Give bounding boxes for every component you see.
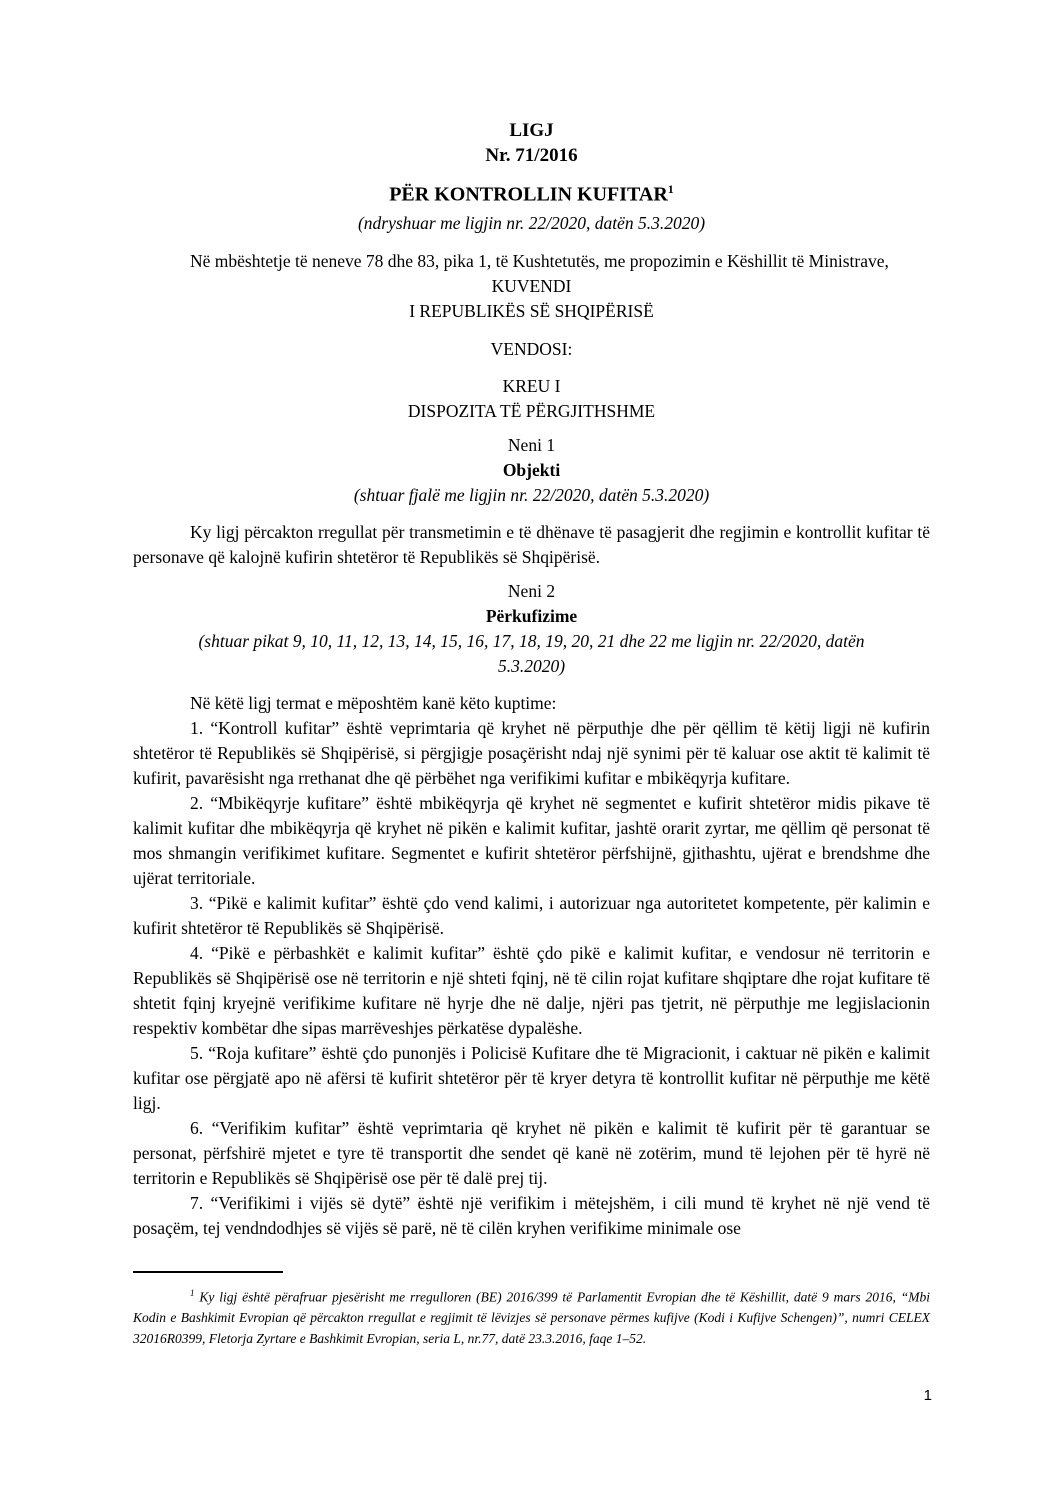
doc-type-heading: LIGJ [509, 120, 554, 141]
footnote-separator-rule [133, 1271, 283, 1273]
article-paragraph: 1. “Kontroll kufitar” është veprimtaria që kryhet në përputhje dhe për qëllim të këtij ligji në kufirin shtetëror të Republikës së Shqipërisë, si përgjigje posaçërisht ndaj një synimi për të kaluar ose aktit të kalimit të kufirit, pavarësisht nga rrethanat dhe që përbëhet nga verifikimi kufitar e mbikëqyrja kufitare. [133, 717, 930, 788]
footnote-text [133, 1283, 930, 1350]
article-2-number: Neni 2 [507, 580, 556, 601]
article-paragraph: 7. “Verifikimi i vijës së dytë” është një verifikim i mëtejshëm, i cili mund të kryhet në një vend të posaçëm, tej vendndodhjes së vijës së parë, në të cilën kryhen verifikime minimale ose [133, 1192, 930, 1238]
article-1-body [133, 520, 930, 570]
law-subject-title [133, 177, 930, 208]
law-subject-text: PËR KONTROLLIN KUFITAR [389, 183, 668, 206]
article-paragraph: 2. “Mbikëqyrje kufitare” është mbikëqyrja që kryhet në segmentet e kufirit shtetëror midis pikave të kalimit kufitar dhe mbikëqyrja që kryhet në pikën e kalimit kufitar, jashtë orarit zyrtar, me qëllim që personat të mos shmangin verifikimet kufitare. Segmentet e kufirit shtetëror përfshijnë, gjithashtu, ujërat e brendshme dhe ujërat territoriale. [133, 792, 930, 888]
article-2-body [133, 691, 930, 1241]
article-1-number: Neni 1 [507, 434, 556, 455]
chapter-heading [133, 374, 930, 424]
article-1 [133, 433, 930, 570]
article-2-title: Përkufizime [485, 605, 578, 626]
article-paragraph: 6. “Verifikim kufitar” është veprimtaria që kryhet në pikën e kalimit të kufirit për të garantuar se personat, përfshirë mjetet e tyre të transportit dhe sendet që kanë në zotërim, mund të lejohen për të hyrë në territorin e Republikës së Shqipërisë ose për të dalë prej tij. [133, 1117, 930, 1188]
footnote-body: Ky ligj është përafruar pjesërisht me rregulloren (BE) 2016/399 të Parlamentit Evropian dhe të Këshillit, datë 9 mars 2016, “Mbi Kodin e Bashkimit Evropian që përcakton rregullat e regjimit të lëvizjes së personave përmes kufijve (Kodi i Kufijve Schengen)”, numri CELEX 32016R0399, Fletorja Zyrtare e Bashkimit Evropian, seria L, nr.77, datë 23.3.2016, faqe 1–52. [133, 1289, 930, 1347]
article-paragraph: 3. “Pikë e kalimit kufitar” është çdo vend kalimi, i autorizuar nga autoritetet kompetente, për kalimin e kufirit shtetëror të Republikës së Shqipërisë. [133, 892, 930, 938]
page-number: 1 [923, 1387, 932, 1404]
article-paragraph: Ky ligj përcakton rregullat për transmetimin e të dhënave të pasagjerit dhe regjimin e kontrollit kufitar të personave që kalojnë kufirin shtetëror të Republikës së Shqipërisë. [133, 521, 930, 567]
article-paragraph: Në këtë ligj termat e mëposhtëm kanë këto kuptime: [190, 692, 557, 713]
amendment-note: (ndryshuar me ligjin nr. 22/2020, datën 5.3.2020) [357, 212, 706, 233]
assembly-name-line2: I REPUBLIKËS SË SHQIPËRISË [409, 300, 654, 321]
article-paragraph: 5. “Roja kufitare” është çdo punonjës i Policisë Kufitare dhe të Migracionit, i caktuar në pikën e kalimit kufitar ose përgjatë apo në afërsi të kufirit shtetëror për të kryer detyra të kontrollit kufitar në përputhje me këtë ligj. [133, 1042, 930, 1113]
decision-word: VENDOSI: [490, 338, 573, 359]
article-2-header [133, 579, 930, 679]
footnote-marker: 1 [190, 1287, 195, 1298]
preamble-paragraph: Në mbështetje të neneve 78 dhe 83, pika 1, të Kushtetutës, me propozimin e Këshillit të Ministrave, [190, 250, 889, 271]
article-paragraph: 4. “Pikë e përbashkët e kalimit kufitar” është çdo pikë e kalimit kufitar, e vendosur në territorin e Republikës së Shqipërisë ose në territorin e një shteti fqinj, në të cilin rojat kufitare shqiptare dhe rojat kufitare të shtetit fqinj kryejnë verifikime kufitare në hyrje dhe në dalje, njëri pas tjetrit, në përputhje me legjislacionin respektiv kombëtar dhe sipas marrëveshjes përkatëse dypalëshe. [133, 942, 930, 1038]
article-2-note: (shtuar pikat 9, 10, 11, 12, 13, 14, 15, 16, 17, 18, 19, 20, 21 dhe 22 me ligjin nr. 22/2020, datën 5.3.2020) [198, 630, 865, 676]
chapter-title: DISPOZITA TË PËRGJITHSHME [407, 400, 656, 421]
article-1-title: Objekti [502, 459, 561, 480]
chapter-number: KREU I [502, 375, 561, 396]
footnote-reference-marker: 1 [667, 182, 674, 196]
doc-number-heading: Nr. 71/2016 [485, 145, 578, 166]
article-1-header [133, 433, 930, 508]
article-1-note: (shtuar fjalë me ligjin nr. 22/2020, datën 5.3.2020) [353, 484, 710, 505]
assembly-name-line1: KUVENDI [491, 275, 572, 296]
article-2 [133, 579, 930, 1241]
